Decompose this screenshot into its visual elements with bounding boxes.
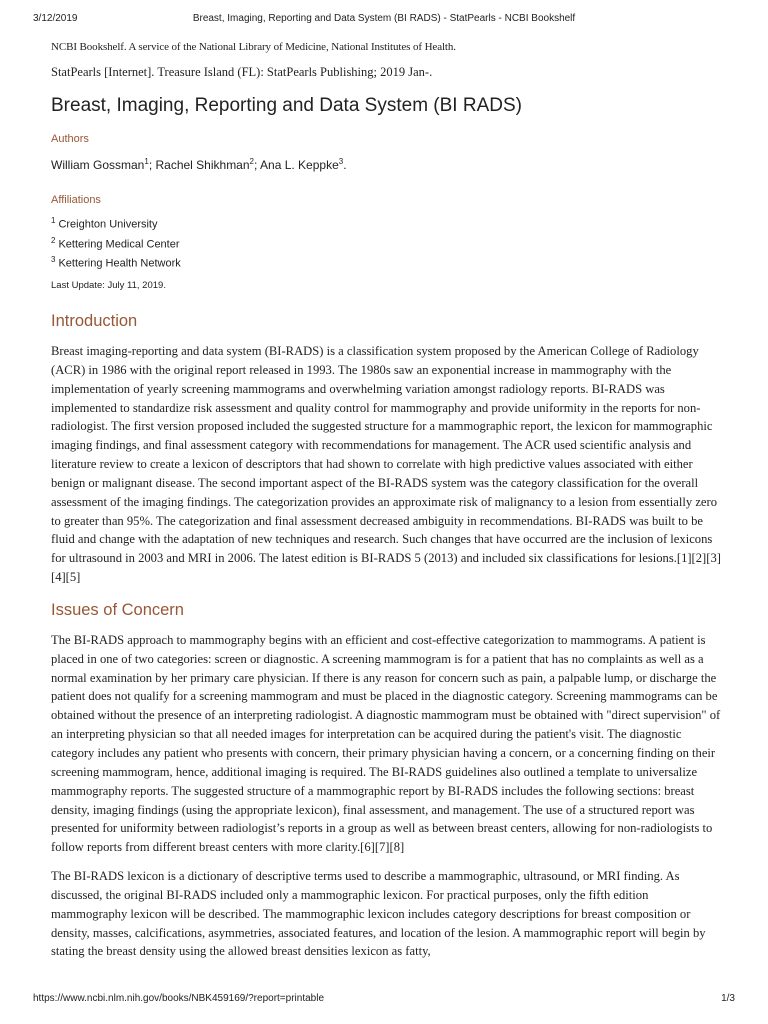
- author-name[interactable]: William Gossman: [51, 158, 145, 172]
- affiliation-item: [51, 213, 721, 233]
- author-separator: .: [343, 158, 347, 172]
- authors-list: [51, 154, 721, 173]
- author-name[interactable]: Rachel Shikhman: [155, 158, 250, 172]
- affiliation-name: Kettering Health Network: [58, 257, 181, 270]
- introduction-heading: Introduction: [51, 311, 138, 330]
- affiliation-item: [51, 252, 721, 272]
- affiliation-number: 3: [51, 255, 56, 265]
- authors-label: Authors: [51, 133, 89, 145]
- article-title: Breast, Imaging, Reporting and Data System (BI RADS): [51, 95, 522, 116]
- print-footer: [0, 993, 768, 1007]
- author-affil-ref: 1: [144, 157, 149, 166]
- affiliation-name: Kettering Medical Center: [58, 238, 180, 251]
- print-header: [0, 13, 768, 27]
- print-date: 3/12/2019: [33, 13, 78, 24]
- affiliation-name: Creighton University: [58, 218, 158, 231]
- issues-paragraph: The BI-RADS lexicon is a dictionary of descriptive terms used to describe a mammographic, ultrasound, or MRI finding. As discussed, the original BI-RADS included only a mammographic lexicon. For practical purposes, only the fifth edition mammography lexicon will be described. The mammographic lexicon includes category descriptions for breast composition or density, masses, calcifications, asymmetries, associated features, and location of the lesion. A mammographic report will begin by stating the breast density using the allowed breast densities lexicon as fatty,: [51, 869, 706, 959]
- author-affil-ref: 2: [249, 157, 254, 166]
- page-number: 1/3: [721, 993, 735, 1004]
- issues-paragraph: The BI-RADS approach to mammography begins with an efficient and cost-effective categorization to mammograms. A patient is placed in one of two categories: screen or diagnostic. A screening mammogram is for a patient that has no complaints as well as a normal examination by her primary care physician. If there is any reason for concern such as pain, a palpable lump, or discharge the patient does not qualify for a screening mammogram and must be placed in the diagnostic category. Screening mammograms can be obtained without the presence of an interpreting radiologist. A diagnostic mammogram must be obtained with "direct supervision" of an interpreting physician so that all needed images for interpretation can be acquired during the patient's visit. The diagnostic category includes any patient who presents with concern, their primary physician having a concern, or a concerning finding on their screening mammogram, hence, additional imaging is required. The BI-RADS guidelines also outlined a template to universalize mammography reports. The suggested structure of a mammographic report by BI-RADS includes the following sections: breast density, imaging findings (using the appropriate lexicon), final assessment, and management. The use of a structured report was presented for uniformity between radiologist’s reports in a group as well as between breast centers, allowing for non-radiologists to follow reports from different breast centers with more clarity.[6][7][8]: [51, 632, 721, 855]
- introduction-paragraph: Breast imaging-reporting and data system (BI-RADS) is a classification system proposed by the American College of Radiology (ACR) in 1986 with the original report released in 1993. The 1980s saw an exponential increase in mammography with the implementation of yearly screening mammograms and overwhelming variation amongst radiology reports. BI-RADS was implemented to standardize risk assessment and quality control for mammography and provide uniformity in the reports for non-radiologist. The first version proposed included the suggested structure for a mammographic report, the lexicon for mammographic imaging findings, and final assessment category with recommendations for management. The ACR used scientific analysis and literature review to create a lexicon of descriptors that had shown to correlate with high predictive values associated with either benign or malignant disease. The second important aspect of the BI-RADS system was the category classification for the overall assessment of the imaging findings. The categorization provides an approximate risk of malignancy to a lesion from essentially zero to greater than 95%. The categorization and final assessment decreased ambiguity in recommendations. BI-RADS was built to be fluid and change with the adaptation of new techniques and research. Such changes that have occurred are the inclusion of lexicons for ultrasound in 2003 and MRI in 2006. The latest edition is BI-RADS 5 (2013) and included six classifications for lesions.[1][2][3][4][5]: [51, 343, 721, 585]
- affiliations-list: [51, 213, 721, 272]
- author-name[interactable]: Ana L. Keppke: [260, 158, 339, 172]
- print-page-title: Breast, Imaging, Reporting and Data System (BI RADS) - StatPearls - NCBI Bookshelf: [192, 13, 576, 24]
- author-separator: ;: [254, 158, 261, 172]
- affiliation-item: [51, 233, 721, 253]
- issues-of-concern-heading: Issues of Concern: [51, 600, 184, 619]
- affiliation-number: 1: [51, 216, 56, 225]
- print-url[interactable]: https://www.ncbi.nlm.nih.gov/books/NBK459169/?report=printable: [33, 993, 325, 1004]
- last-update: Last Update: July 11, 2019.: [51, 279, 166, 291]
- author-separator: ;: [148, 158, 156, 172]
- author-affil-ref: 3: [338, 157, 344, 166]
- affiliations-label: Affiliations: [51, 194, 101, 206]
- affiliation-number: 2: [51, 235, 56, 245]
- article: [51, 40, 721, 961]
- bookshelf-notice: NCBI Bookshelf. A service of the National Library of Medicine, National Institutes of Health.: [51, 41, 456, 53]
- publication-citation: StatPearls [Internet]. Treasure Island (FL): StatPearls Publishing; 2019 Jan-.: [51, 65, 433, 79]
